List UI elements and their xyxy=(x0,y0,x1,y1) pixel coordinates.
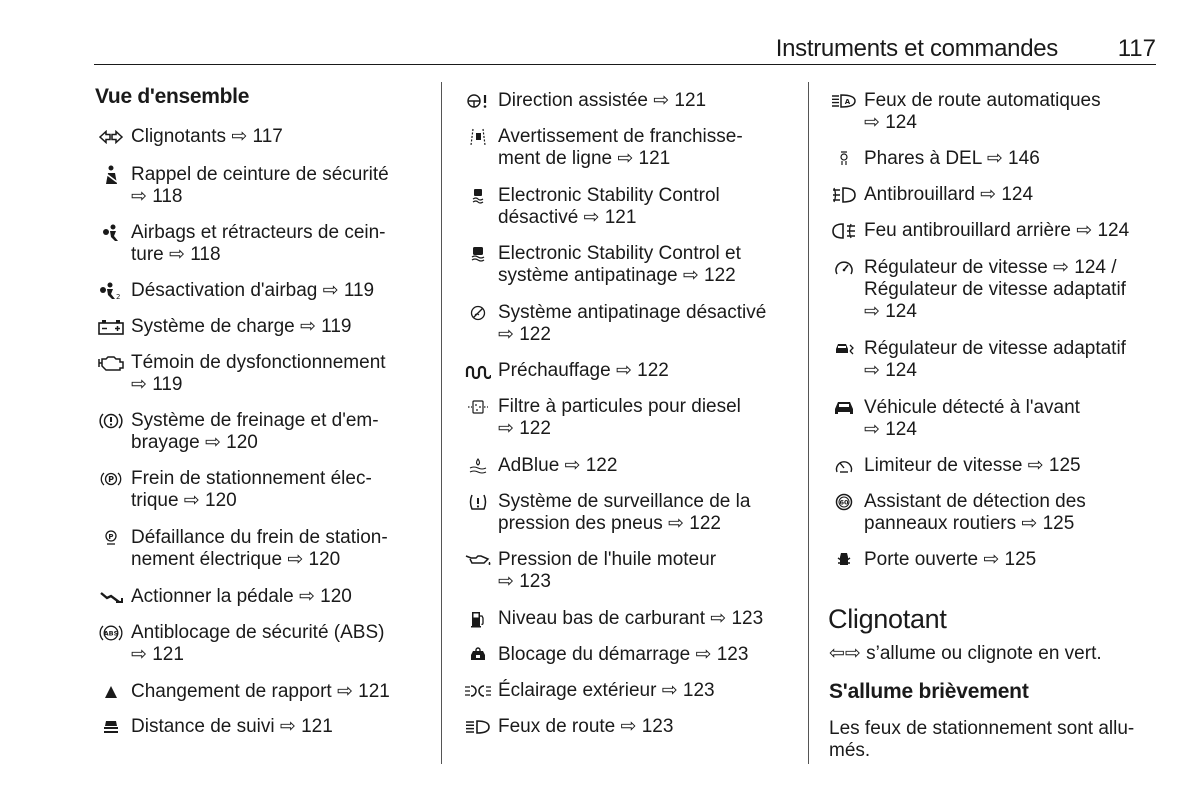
list-item xyxy=(864,397,1080,441)
entry-line: ⇨ 124 xyxy=(864,112,917,133)
cruise-control-icon xyxy=(830,257,858,279)
list-item xyxy=(498,455,617,477)
entry-line: ⇨ 119 xyxy=(131,374,183,395)
entry-line: Filtre à particules pour diesel xyxy=(498,396,741,417)
entry-line: Actionner la pédale ⇨ 120 xyxy=(131,586,352,607)
list-item xyxy=(864,338,1126,382)
subsection-paragraph xyxy=(829,718,1134,762)
entry-line: Niveau bas de carburant ⇨ 123 xyxy=(498,608,764,629)
svg-text:P: P xyxy=(108,475,114,484)
entry-line: Système de freinage et d'em- xyxy=(131,410,379,431)
entry-line: ment de ligne ⇨ 121 xyxy=(498,148,671,169)
battery-icon xyxy=(97,316,125,338)
entry-line: Changement de rapport ⇨ 121 xyxy=(131,681,390,702)
list-item xyxy=(498,549,716,593)
entry-line: ⇨ 124 xyxy=(864,419,917,440)
parking-brake-fault-icon xyxy=(97,527,125,549)
entry-line: désactivé ⇨ 121 xyxy=(498,207,637,228)
seatbelt-icon xyxy=(97,164,125,186)
entry-line: Feu antibrouillard arrière ⇨ 124 xyxy=(864,220,1130,241)
entry-line: Frein de stationnement élec- xyxy=(131,468,372,489)
entry-line: Distance de suivi ⇨ 121 xyxy=(131,716,333,737)
esc-icon xyxy=(464,243,492,265)
list-item xyxy=(131,716,333,738)
entry-line: système antipatinage ⇨ 122 xyxy=(498,265,736,286)
page-header-title: Instruments et commandes xyxy=(775,35,1058,62)
entry-line: AdBlue ⇨ 122 xyxy=(498,455,618,476)
airbag-off-icon xyxy=(97,280,125,302)
svg-text:2: 2 xyxy=(116,293,121,300)
abs-icon xyxy=(97,622,125,644)
list-item xyxy=(131,316,351,338)
entry-line: ⇨ 122 xyxy=(498,418,551,439)
list-item xyxy=(131,222,386,266)
list-item xyxy=(131,410,379,454)
auto-high-beam-icon xyxy=(830,90,858,112)
entry-line: panneaux routiers ⇨ 125 xyxy=(864,513,1075,534)
shift-up-icon xyxy=(97,681,125,703)
list-item xyxy=(498,243,741,287)
airbag-icon xyxy=(97,222,125,244)
entry-line: Système de surveillance de la xyxy=(498,491,751,512)
list-item xyxy=(116,280,375,302)
list-item xyxy=(839,491,1086,535)
parking-brake-icon xyxy=(97,468,125,490)
section-paragraph: ⇦⇨ s’allume ou clignote en vert. xyxy=(829,643,1102,664)
svg-text:P: P xyxy=(108,533,114,541)
list-item xyxy=(131,164,389,208)
list-item xyxy=(498,360,669,382)
glow-plug-icon xyxy=(464,360,492,382)
page-header xyxy=(94,34,1156,65)
entry-line: Blocage du démarrage ⇨ 123 xyxy=(498,644,749,665)
list-item xyxy=(864,148,1040,170)
entry-line: Régulateur de vitesse adaptatif xyxy=(864,338,1126,359)
oil-pressure-icon xyxy=(464,549,492,571)
list-item xyxy=(864,455,1081,477)
entry-line: Pression de l'huile moteur xyxy=(498,549,717,570)
front-fog-icon xyxy=(830,184,858,206)
entry-line: Système antipatinage désactivé xyxy=(498,302,767,323)
column-divider xyxy=(441,82,442,764)
list-item xyxy=(498,126,743,170)
list-item xyxy=(864,257,1126,323)
entry-line: Antibrouillard ⇨ 124 xyxy=(864,184,1034,205)
pedal-icon xyxy=(97,586,125,608)
entry-line: Rappel de ceinture de sécurité xyxy=(131,164,389,185)
list-item xyxy=(864,549,1036,571)
entry-line: ⇨ 123 xyxy=(498,571,551,592)
entry-line: ⇨ 124 xyxy=(864,360,917,381)
entry-line: Système de charge ⇨ 119 xyxy=(131,316,352,337)
vehicle-ahead-icon xyxy=(830,397,858,419)
entry-line: Témoin de dysfonctionnement xyxy=(131,352,386,373)
entry-line: Véhicule détecté à l'avant xyxy=(864,397,1080,418)
list-item xyxy=(108,527,388,571)
list-item xyxy=(498,680,715,702)
immobilizer-icon xyxy=(464,644,492,666)
entry-line: ⇨ 122 xyxy=(498,324,551,345)
svg-text:60: 60 xyxy=(839,498,849,507)
list-item xyxy=(498,396,741,440)
particle-filter-icon xyxy=(464,396,492,418)
door-open-icon xyxy=(830,549,858,571)
exterior-light-icon xyxy=(464,680,492,702)
entry-line: Airbags et rétracteurs de cein- xyxy=(131,222,386,243)
paragraph-line: Les feux de stationnement sont allu- xyxy=(829,718,1135,739)
list-item xyxy=(108,468,372,512)
list-item xyxy=(498,608,763,630)
svg-text:A: A xyxy=(844,98,851,106)
entry-line: Défaillance du frein de station- xyxy=(131,527,388,548)
section-heading: Clignotant xyxy=(828,604,947,634)
following-distance-icon xyxy=(97,716,125,738)
adblue-icon xyxy=(464,455,492,477)
svg-text:ABS: ABS xyxy=(103,629,119,638)
list-item xyxy=(131,681,390,703)
entry-line: Antiblocage de sécurité (ABS) xyxy=(131,622,385,643)
entry-line: Clignotants ⇨ 117 xyxy=(131,126,283,147)
entry-line: trique ⇨ 120 xyxy=(131,490,237,511)
turn-signal-icon xyxy=(97,126,125,148)
entry-line: Avertissement de franchisse- xyxy=(498,126,743,147)
fuel-icon xyxy=(464,608,492,630)
entry-line: Préchauffage ⇨ 122 xyxy=(498,360,669,381)
speed-limiter-icon xyxy=(830,455,858,477)
list-item xyxy=(498,90,706,112)
brake-icon xyxy=(97,410,125,432)
entry-line: ture ⇨ 118 xyxy=(131,244,221,265)
entry-line: Electronic Stability Control et xyxy=(498,243,741,264)
entry-line: Direction assistée ⇨ 121 xyxy=(498,90,707,111)
traffic-sign-icon xyxy=(830,491,858,513)
entry-line: Désactivation d'airbag ⇨ 119 xyxy=(131,280,375,301)
entry-line: Electronic Stability Control xyxy=(498,185,720,206)
led-headlight-icon xyxy=(830,148,858,170)
list-item xyxy=(131,126,283,148)
list-item xyxy=(498,716,673,738)
entry-line: Phares à DEL ⇨ 146 xyxy=(864,148,1040,169)
list-item xyxy=(864,220,1129,242)
entry-line: brayage ⇨ 120 xyxy=(131,432,258,453)
page-number: 117 xyxy=(1117,35,1156,62)
list-item xyxy=(844,90,1101,134)
entry-line: ⇨ 124 xyxy=(864,301,917,322)
paragraph-line: més. xyxy=(829,740,871,761)
list-item xyxy=(131,352,386,396)
entry-line: ⇨ 121 xyxy=(131,644,184,665)
rear-fog-icon xyxy=(830,220,858,242)
entry-line: Porte ouverte ⇨ 125 xyxy=(864,549,1037,570)
list-item xyxy=(103,622,385,666)
entry-line: Régulateur de vitesse ⇨ 124 / xyxy=(864,257,1117,278)
power-steering-icon xyxy=(464,90,492,112)
list-item xyxy=(131,586,352,608)
traction-off-icon xyxy=(464,302,492,324)
lane-departure-icon xyxy=(464,126,492,148)
column-divider xyxy=(808,82,809,764)
entry-line: Assistant de détection des xyxy=(864,491,1086,512)
list-item xyxy=(498,185,720,229)
list-item xyxy=(498,491,750,535)
entry-line: Limiteur de vitesse ⇨ 125 xyxy=(864,455,1081,476)
entry-line: ⇨ 118 xyxy=(131,186,183,207)
subsection-heading: S'allume brièvement xyxy=(829,680,1029,703)
entry-line: pression des pneus ⇨ 122 xyxy=(498,513,721,534)
adaptive-cruise-icon xyxy=(830,338,858,360)
entry-line: Éclairage extérieur ⇨ 123 xyxy=(498,680,715,701)
entry-line: Feux de route automatiques xyxy=(864,90,1101,111)
list-item xyxy=(864,184,1033,206)
esc-off-icon xyxy=(464,185,492,207)
entry-line: Feux de route ⇨ 123 xyxy=(498,716,674,737)
list-item xyxy=(498,644,748,666)
list-item xyxy=(498,302,766,346)
entry-line: nement électrique ⇨ 120 xyxy=(131,549,341,570)
high-beam-icon xyxy=(464,716,492,738)
entry-line: Régulateur de vitesse adaptatif xyxy=(864,279,1126,300)
tire-pressure-icon xyxy=(464,491,492,513)
engine-icon xyxy=(97,352,125,374)
section-title: Vue d'ensemble xyxy=(95,85,250,108)
